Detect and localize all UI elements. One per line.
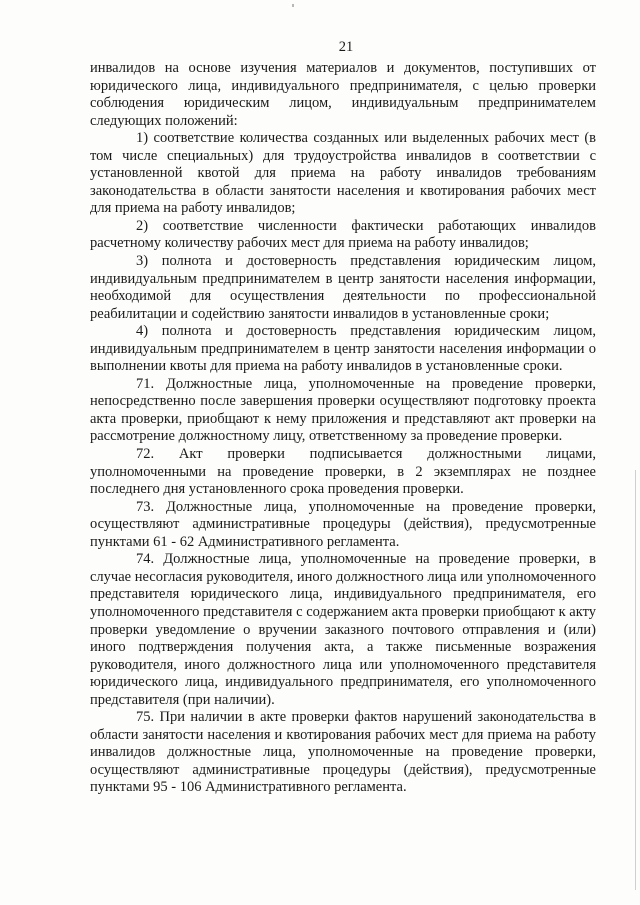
page-number: 21 <box>338 39 354 55</box>
document-body <box>90 60 596 797</box>
paragraph-75: 75. При наличии в акте проверки фактов нарушений законодательства в области занятости населения и квотирования рабочих мест для приема на работу инвалидов должностные лица, уполномоченные на проведение проверки, осуществляют административные процедуры (действия), предусмотренные пунктами 95 - 106 Административного регламента. <box>90 709 596 796</box>
paragraph-74: 74. Должностные лица, уполномоченные на проведение проверки, в случае несогласия руководителя, иного должностного лица или уполномоченного представителя юридического лица, индивидуального предпринимателя, его уполномоченного представителя с содержанием акта проверки приобщают к акту проверки уведомление о вручении заказного почтового отправления и (или) иного подтверждения получения акта, а также письменные возражения руководителя, иного должностного лица или уполномоченного представителя юридического лица, индивидуального предпринимателя, его уполномоченного представителя (при наличии). <box>90 551 596 708</box>
paragraph-71: 71. Должностные лица, уполномоченные на проведение проверки, непосредственно после завершения проверки осуществляют подготовку проекта акта проверки, приобщают к нему приложения и представляют акт проверки на рассмотрение должностному лицу, ответственному за проведение проверки. <box>90 375 596 445</box>
paragraph-intro: инвалидов на основе изучения материалов и документов, поступивших от юридического лица, индивидуального предпринимателя, с целью проверки соблюдения юридическим лицом, индивидуальным предпринимателем следующих положений: <box>90 60 596 129</box>
paragraph-item-3: 3) полнота и достоверность представления юридическим лицом, индивидуальным предпринимателем в центр занятости населения информации, необходимой для осуществления деятельности по профессиональной реабилитации и содействию занятости инвалидов в установленные сроки; <box>90 253 596 322</box>
paragraph-item-4: 4) полнота и достоверность представления юридическим лицом, индивидуальным предпринимателем в центр занятости населения информации о выполнении квоты для приема на работу инвалидов в установленные сроки. <box>90 323 596 375</box>
paragraph-72: 72. Акт проверки подписывается должностными лицами, уполномоченными на проведение проверки, в 2 экземплярах не позднее последнего дня установленного срока проведения проверки. <box>90 446 596 498</box>
scan-speck <box>292 4 294 7</box>
paragraph-item-2: 2) соответствие численности фактически работающих инвалидов расчетному количеству рабочих мест для приема на работу инвалидов; <box>90 217 596 252</box>
paragraph-item-1: 1) соответствие количества созданных или выделенных рабочих мест (в том числе специальных) для трудоустройства инвалидов в соответствии с установленной квотой для приема на работу инвалидов требованиям законодательства в области занятости населения и квотирования рабочих мест для приема на работу инвалидов; <box>90 130 596 217</box>
paragraph-73: 73. Должностные лица, уполномоченные на проведение проверки, осуществляют административные процедуры (действия), предусмотренные пунктами 61 - 62 Административного регламента. <box>90 498 596 550</box>
scan-edge-line <box>635 470 636 890</box>
